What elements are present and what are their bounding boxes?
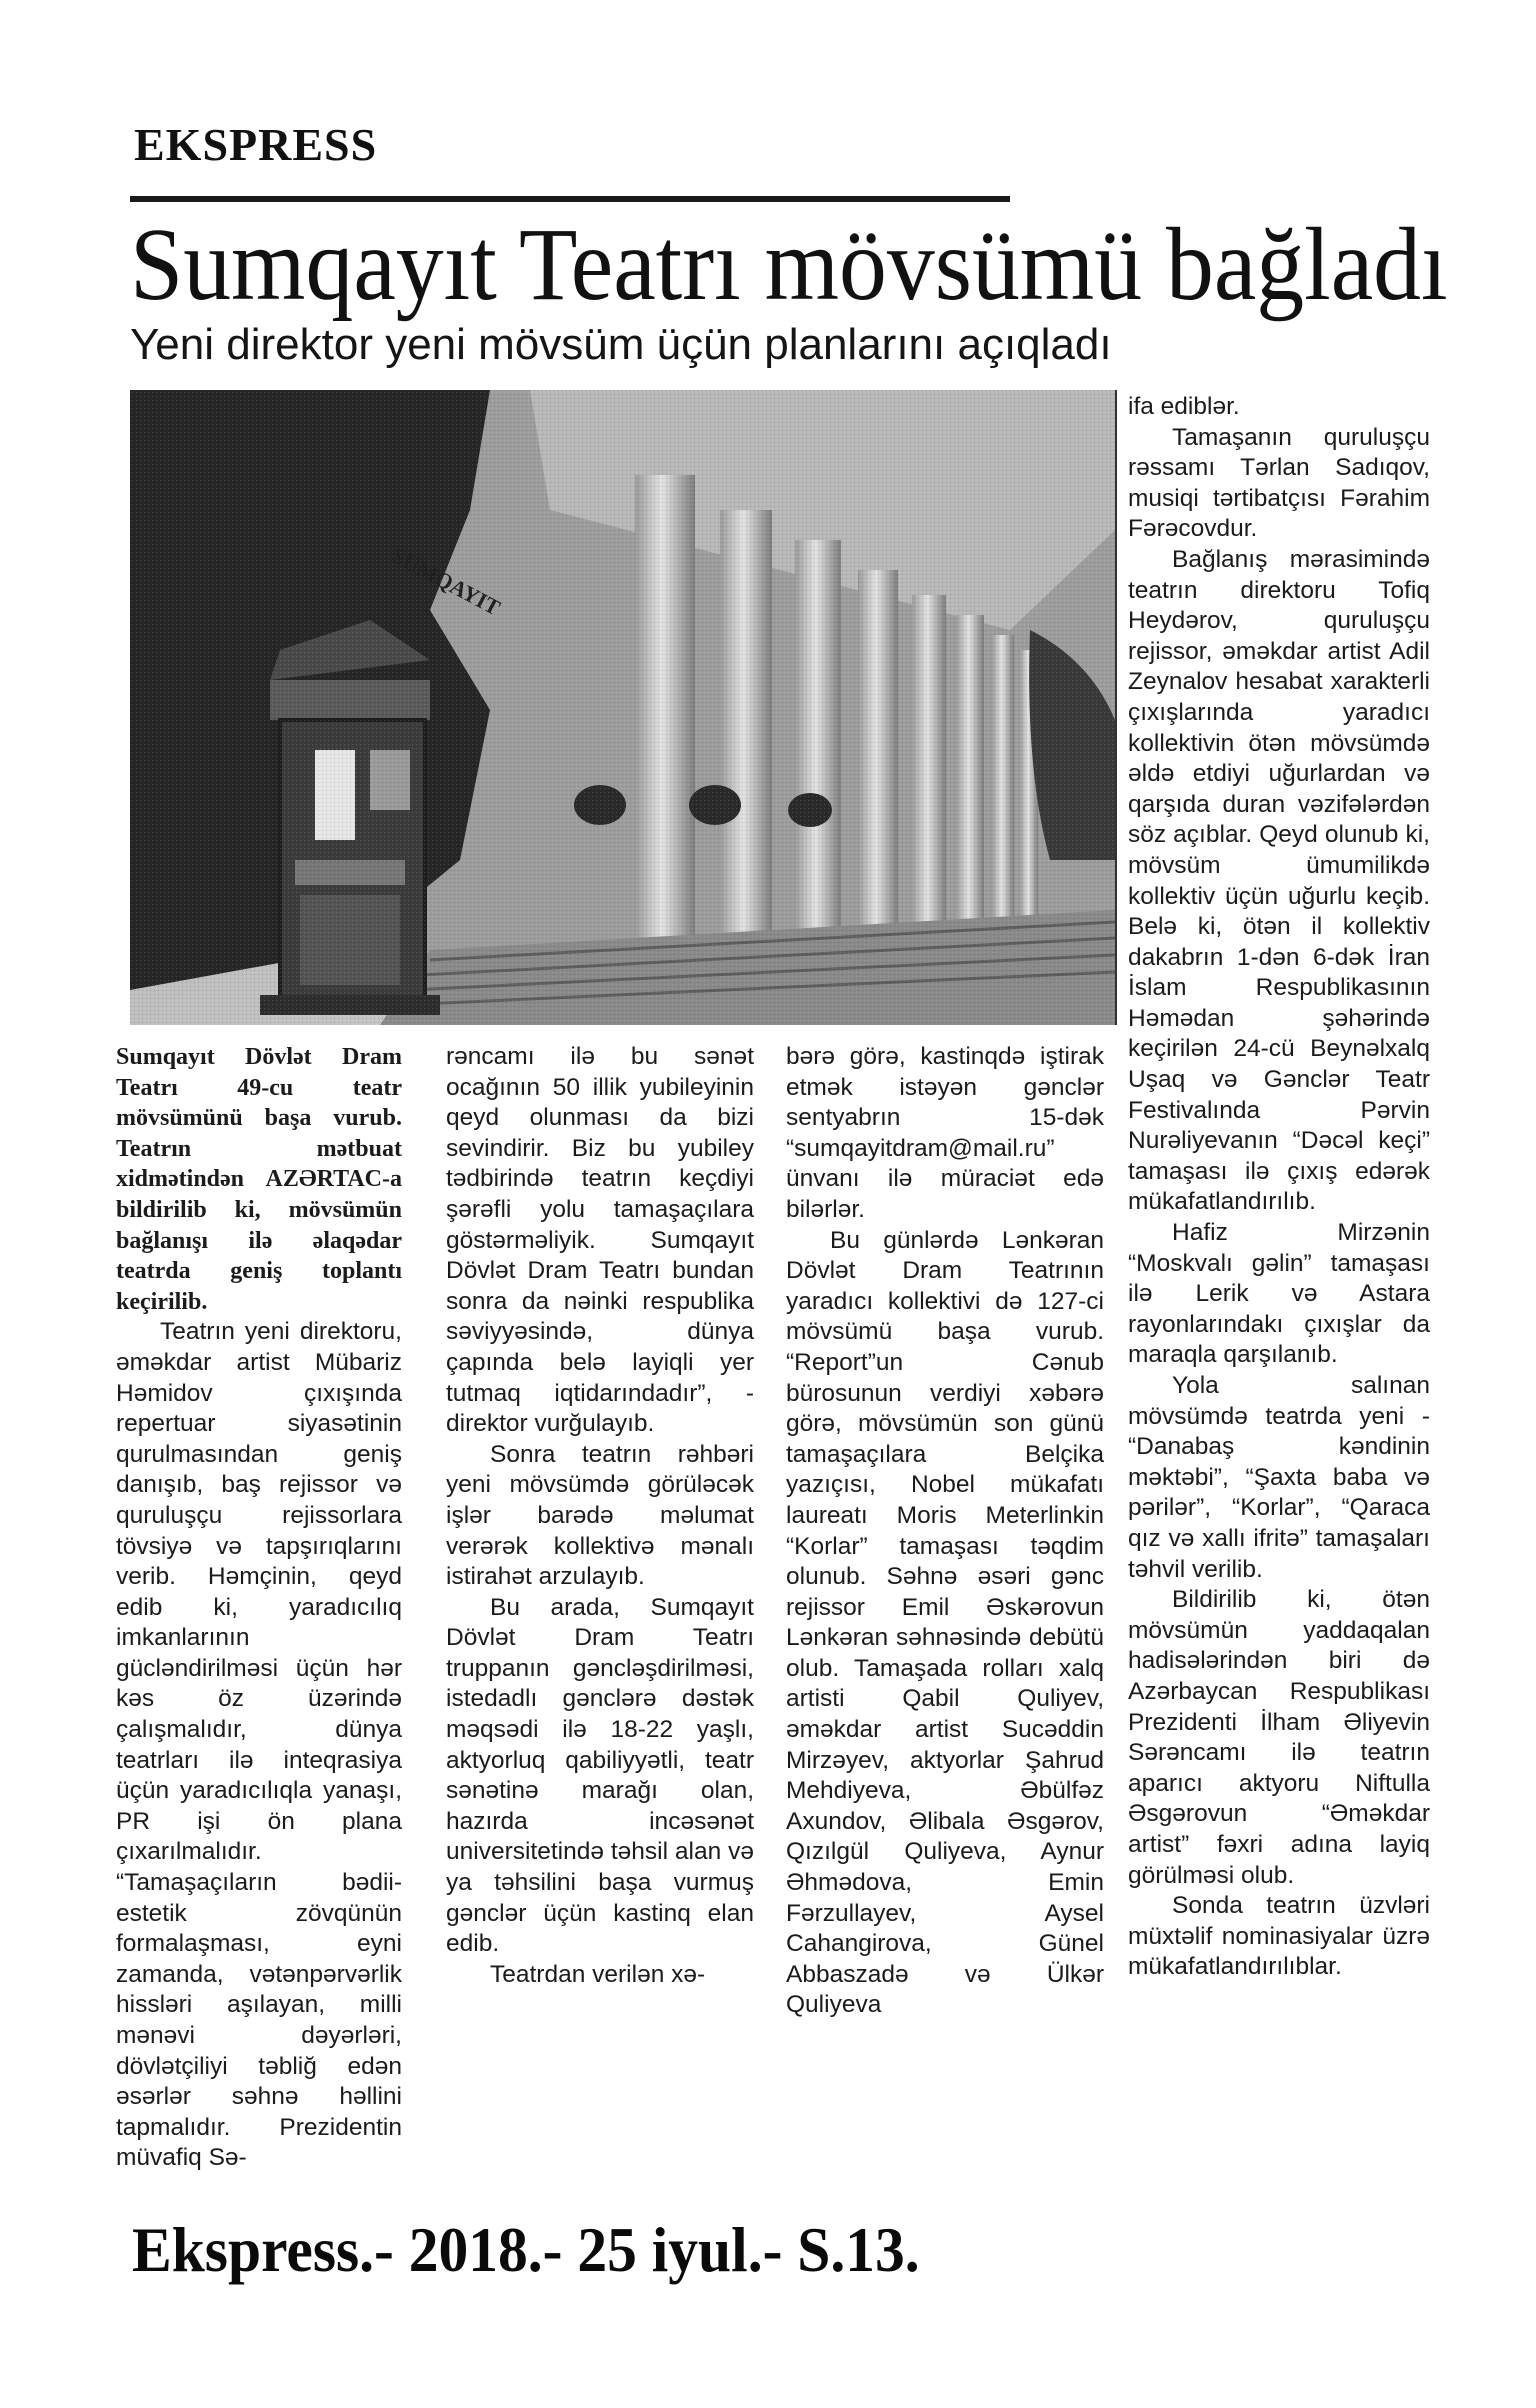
masthead-rule bbox=[130, 196, 1010, 202]
article-lead: Sumqayıt Dövlət Dram Teatrı 49-cu teatr mövsümünü başa vurub. Teatrın mətbuat xidmətindən AZƏRTAC-a bildirilib ki, mövsümün bağlanışı ilə əlaqədar teatrda geniş toplantı keçirilib. bbox=[116, 1044, 402, 1315]
paragraph: Teatrdan verilən xə- bbox=[490, 1960, 706, 1988]
print-grain bbox=[130, 390, 1115, 1025]
article-column-1 bbox=[116, 1042, 402, 2174]
paragraph: Bildirilib ki, ötən mövsümün yaddaqalan hadisələrindən biri də Azərbaycan Respublikası Prezidenti İlham Əliyevin Sərəncamı ilə teatrın aparıcı aktyoru Niftulla Əsgərovun “Əməkdar artist” fəxri adına layiq görülməsi olub. bbox=[1128, 1586, 1430, 1889]
article-column-right bbox=[1128, 392, 1430, 1983]
paragraph: Yola salınan mövsümdə teatrda yeni - “Danabaş kəndinin məktəbi”, “Şaxta baba və pərilər”, “Korlar”, “Qaraca qız və xallı ifritə” tamaşaları təhvil verilib. bbox=[1128, 1372, 1430, 1583]
paragraph: rəncamı ilə bu sənət ocağının 50 illik yubileyinin qeyd olunması da bizi sevindirir. Biz bu yubiley tədbirində teatrın keçdiyi şərəfli yolu tamaşaçılara göstərməliyik. Sumqayıt Dövlət Dram Teatrı bundan sonra da nəinki respublika səviyyəsində, dünya çapında belə layiqli yer tutmaq iqtidarındadır”, - direktor vurğulayıb. bbox=[446, 1043, 754, 1438]
paragraph: ifa ediblər. bbox=[1128, 393, 1240, 420]
article-subtitle: Yeni direktor yeni mövsüm üçün planlarını açıqladı bbox=[130, 320, 1112, 369]
paragraph: Bağlanış mərasimində teatrın direktoru Tofiq Heydərov, quruluşçu rejissor, əməkdar artist Adil Zeynalov hesabat xarakterli çıxışlarında yaradıcı kollektivin ötən mövsümdə əldə etdiyi uğurlardan və qarşıda duran vəzifələrdən söz açıblar. Qeyd olunub ki, mövsüm ümumilikdə kollektiv üçün uğurlu keçib. Belə ki, ötən il kollektiv dakabrın 1-dən 6-dək İran İslam Respublikasının Həmədan şəhərində keçirilən 24-cü Beynəlxalq Uşaq və Gənclər Teatr Festivalında Pərvin Nurəliyevanın “Dəcəl keçi” tamaşası ilə çıxış edərək mükafatlandırılıb. bbox=[1128, 545, 1430, 1216]
source-citation: Ekspress.- 2018.- 25 iyul.- S.13. bbox=[132, 2214, 920, 2285]
newspaper-masthead: EKSPRESS bbox=[134, 119, 378, 170]
theatre-building-image bbox=[130, 390, 1115, 1025]
paragraph: Tamaşanın quruluşçu rəssamı Tərlan Sadıqov, musiqi tərtibatçısı Fərahim Fərəcovdur. bbox=[1128, 423, 1430, 543]
article-column-2 bbox=[446, 1042, 754, 1990]
paragraph: Sonda teatrın üzvləri müxtəlif nominasiyalar üzrə mükafatlandırılıblar. bbox=[1128, 1892, 1430, 1981]
article-column-3 bbox=[786, 1042, 1104, 2021]
paragraph: Bu arada, Sumqayıt Dövlət Dram Teatrı truppanın gəncləşdirilməsi, istedadlı gənclərə dəstək məqsədi ilə 18-22 yaşlı, aktyorluq qabiliyyətli, teatr sənətinə marağı olan, hazırda incəsənət universitetində təhsil alan və ya təhsilini başa vurmuş gənclər üçün kastinq elan edib. bbox=[446, 1593, 754, 1958]
paragraph: bərə görə, kastinqdə iştirak etmək istəyən gənclər sentyabrın 15-dək “sumqayitdram@mail.ru” ünvanı ilə müraciət edə bilərlər. bbox=[786, 1043, 1104, 1223]
paragraph: Bu günlərdə Lənkəran Dövlət Dram Teatrının yaradıcı kollektivi də 127-ci mövsümü başa vurub. “Report”un Cənub bürosunun verdiyi xəbərə görə, mövsümün son günü tamaşaçılara Belçika yazıçısı, Nobel mükafatı laureatı Moris Meterlinkin “Korlar” tamaşası təqdim olunub. Səhnə əsəri gənc rejissor Emil Əskərovun Lənkəran səhnəsində debütü olub. Tamaşada rolları xalq artisti Qabil Quliyev, əməkdar artist Sucəddin Mirzəyev, aktyorlar Şahrud Mehdiyeva, Əbülfəz Axundov, Əlibala Əsgərov, Qızılgül Quliyeva, Aynur Əhmədova, Emin Fərzullayev, Aysel Cahangirova, Günel Abbaszadə və Ülkər Quliyeva bbox=[786, 1226, 1104, 2019]
paragraph: Sonra teatrın rəhbəri yeni mövsümdə görüləcək işlər barədə məlumat verərək kollektivə mənalı istirahət arzulayıb. bbox=[446, 1440, 754, 1591]
article-headline: Sumqayıt Teatrı mövsümü bağladı bbox=[130, 207, 1448, 322]
paragraph: Hafiz Mirzənin “Moskvalı gəlin” tamaşası ilə Lerik və Astara rayonlarındakı çıxışlar da maraqla qarşılanıb. bbox=[1128, 1219, 1430, 1369]
paragraph: Teatrın yeni direktoru, əməkdar artist Mübariz Həmidov çıxışında repertuar siyasətinin qurulmasından geniş danışıb, baş rejissor və quruluşçu rejissorlara tövsiyə və tapşırıqlarını verib. Həmçinin, qeyd edib ki, yaradıcılıq imkanlarının gücləndirilməsi üçün hər kəs öz üzərində çalışmalıdır, dünya teatrları ilə inteqrasiya üçün yaradıcılıqla yanaşı, PR işi ön plana çıxarılmalıdır. “Tamaşaçıların bədii-estetik zövqünün formalaşması, eyni zamanda, vətənpərvərlik hissləri aşılayan, milli mənəvi dəyərləri, dövlətçiliyi təbliğ edən əsərlər səhnə həllini tapmalıdır. Prezidentin müvafiq Sə- bbox=[116, 1318, 402, 2172]
theatre-photo bbox=[130, 390, 1117, 1025]
